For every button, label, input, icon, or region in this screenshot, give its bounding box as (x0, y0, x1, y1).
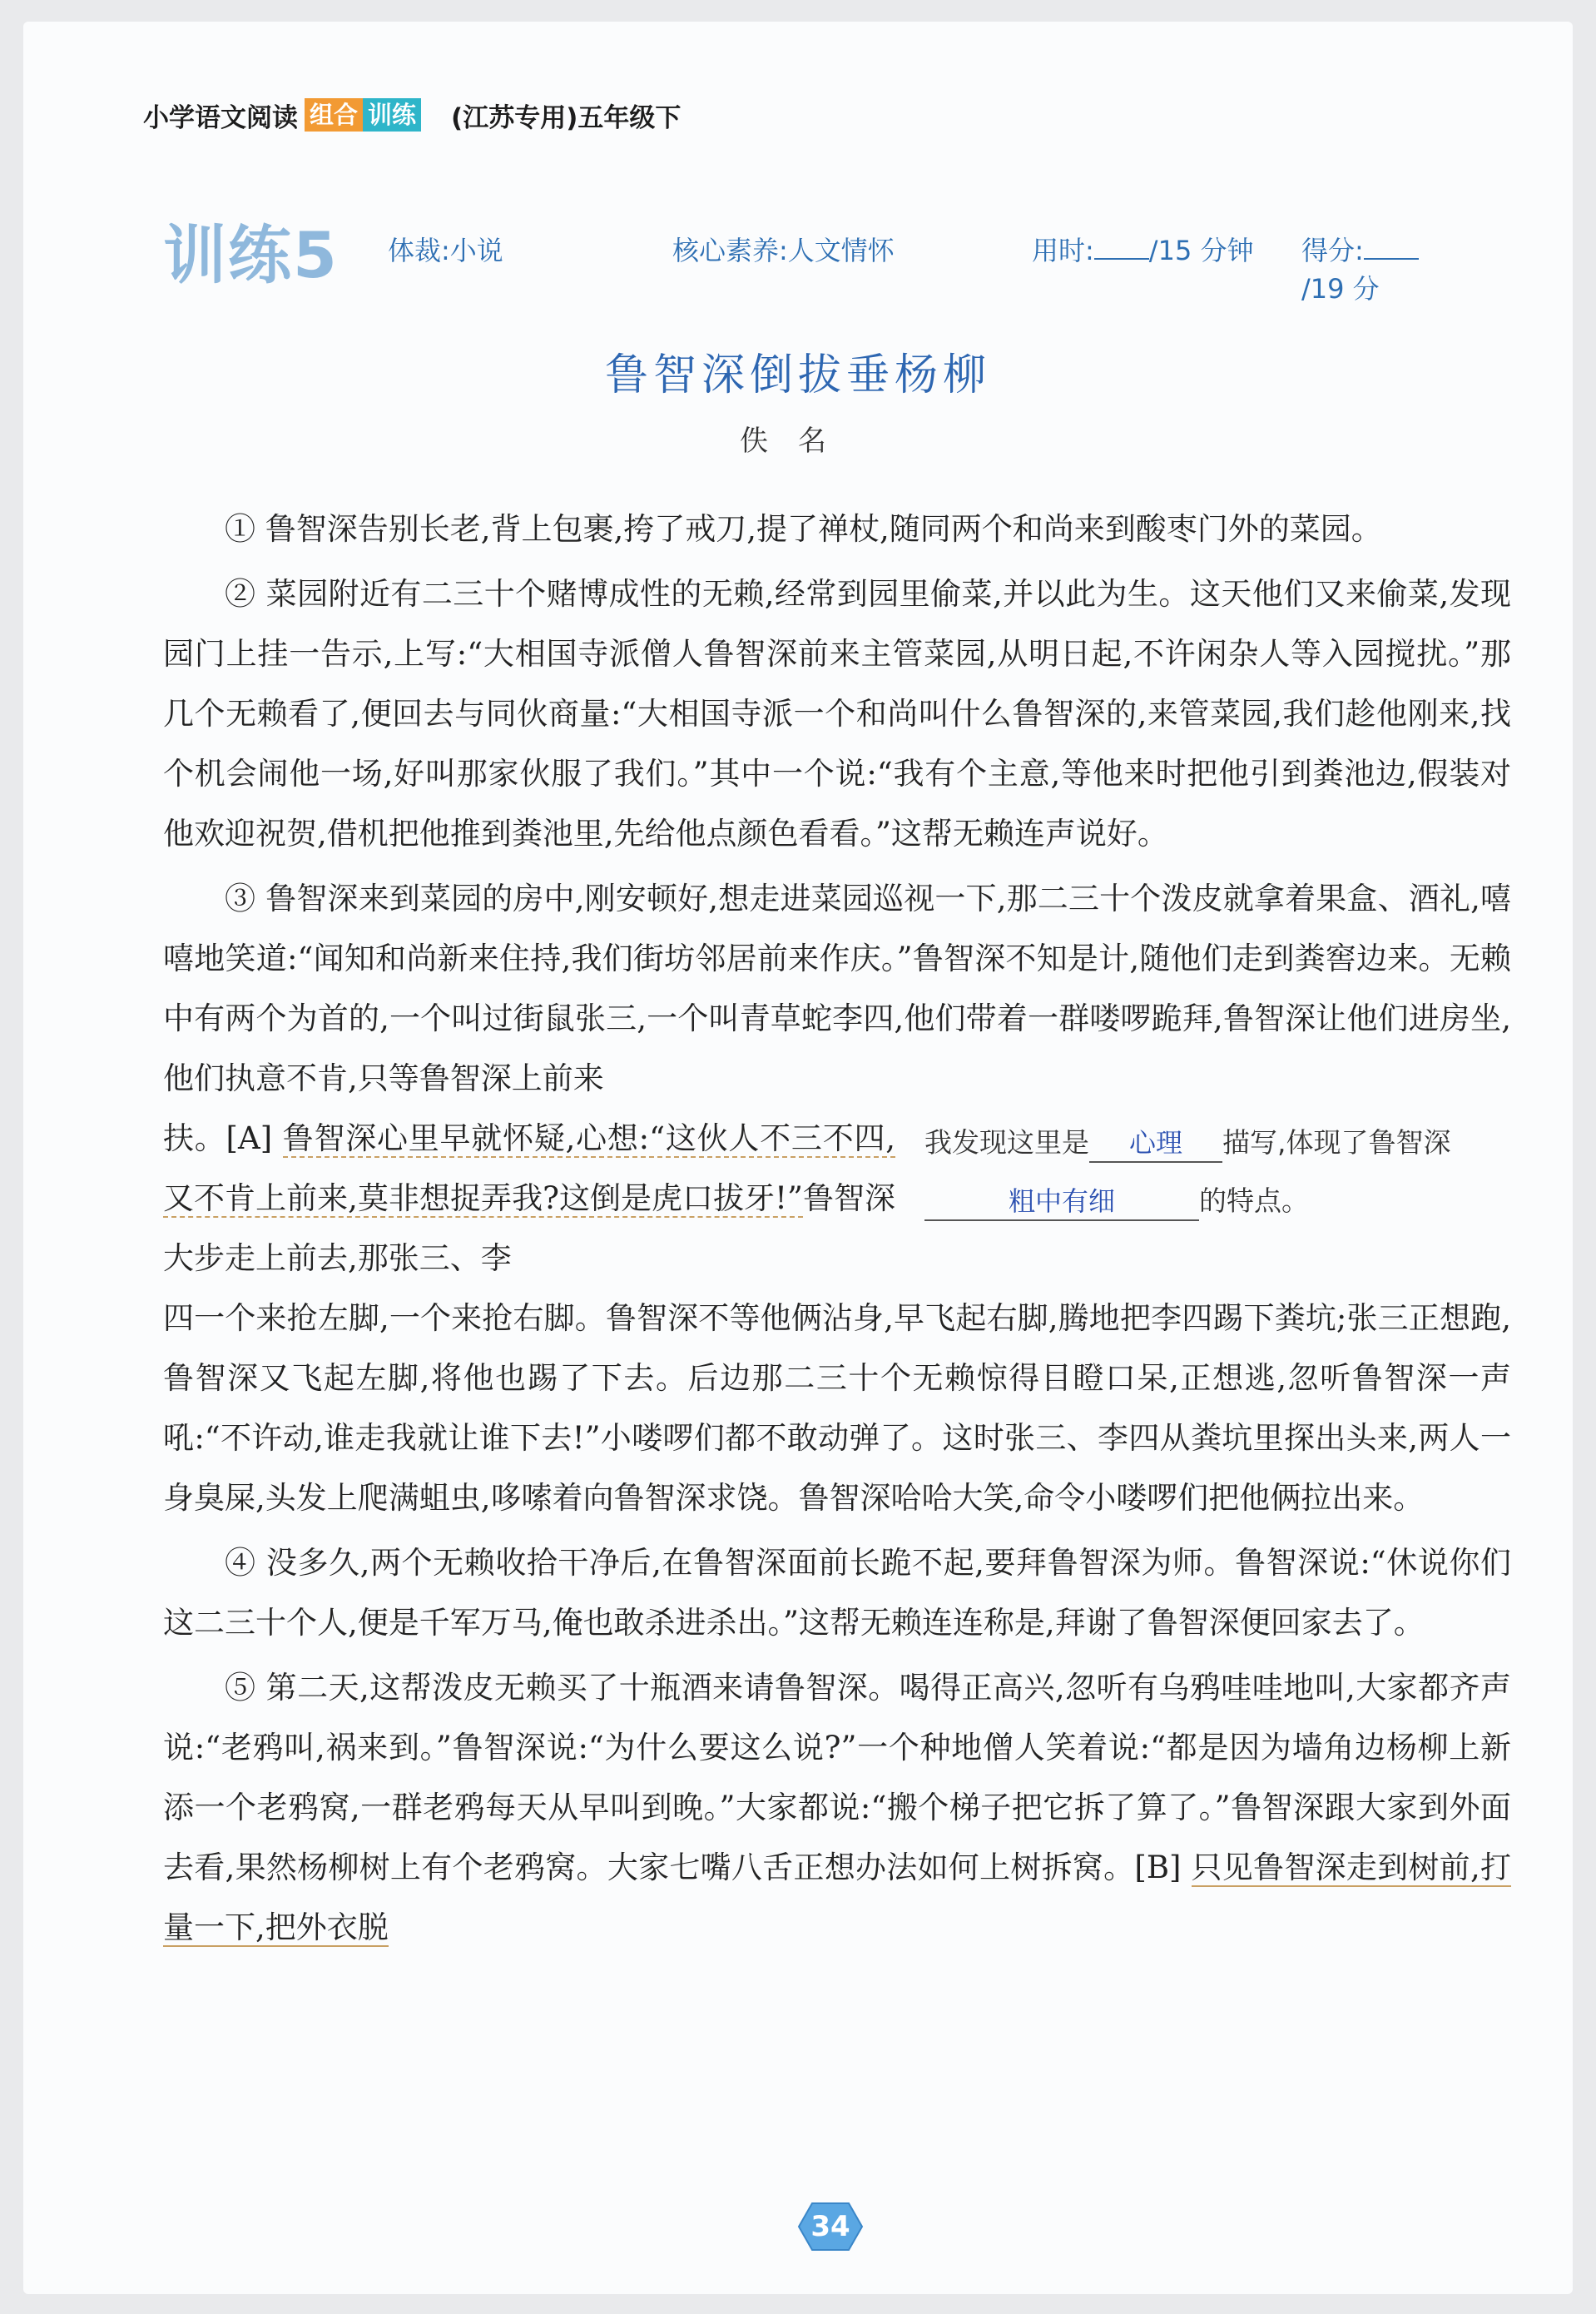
time-label: 用时: (1032, 235, 1094, 266)
paragraph-1: ① 鲁智深告别长老,背上包裹,挎了戒刀,提了禅杖,随同两个和尚来到酸枣门外的菜园。 (225, 511, 1382, 547)
paragraph-3-continuation: 鲁智深大步走上前去,那张三、李 (163, 1180, 895, 1276)
paragraph-3-left (163, 1109, 895, 1289)
core-literacy-label: 核心素养:人文情怀 (672, 235, 895, 266)
page-number: 34 (810, 2210, 850, 2243)
series-title: 小学语文阅读 (143, 102, 298, 133)
training-number: 训练5 (163, 218, 339, 292)
page-number-badge (797, 2201, 864, 2252)
underlined-sentence-a: 鲁智深心里早就怀疑,心想:“这伙人不三不四,又不肯上前来,莫非想捉弄我?这倒是虎口拔牙!” (163, 1120, 895, 1216)
edition-label: (江苏专用)五年级下 (451, 102, 682, 133)
score-field (1301, 230, 1461, 306)
training-info-bar (163, 198, 1461, 305)
note-middle: 描写,体现了鲁智深 (1222, 1126, 1451, 1159)
paragraph-3-annotated (163, 1109, 1511, 1289)
tag-combo: 组合 (305, 98, 363, 132)
article-title: 鲁智深倒拔垂杨柳 (604, 350, 991, 400)
score-label: 得分: (1301, 235, 1364, 266)
tag-training: 训练 (363, 98, 421, 132)
paragraph-3-rest: 四一个来抢左脚,一个来抢右脚。鲁智深不等他俩沾身,早飞起右脚,腾地把李四踢下粪坑;张三正想跑,鲁智深又飞起左脚,将他也踢了下去。后边那二三十个无赖惊得目瞪口呆,正想逃,忽听鲁智深一声吼:“不许动,谁走我就让谁下去!”小喽啰们都不敢动弹了。这时张三、李四从粪坑里探出头来,两人一身臭屎,头发上爬满蛆虫,哆嗦着向鲁智深求饶。鲁智深哈哈大笑,命令小喽啰们把他俩拉出来。 (163, 1300, 1511, 1516)
paragraph-5-text: ⑤ 第二天,这帮泼皮无赖买了十瓶酒来请鲁智深。喝得正高兴,忽听有乌鸦哇哇地叫,大家都齐声说:“老鸦叫,祸来到。”鲁智深说:“为什么要这么说?”一个种地僧人笑着说:“都是因为墙角边杨柳上新添一个老鸦窝,一群老鸦每天从早叫到晚。”大家都说:“搬个梯子把它拆了算了。”鲁智深跟大家到外面去看,果然杨柳树上有个老鸦窝。大家七嘴八舌正想办法如何上树拆窝。[B] (163, 1670, 1511, 1885)
time-total: /15 分钟 (1148, 235, 1254, 266)
article-body (163, 499, 1511, 1958)
note-suffix: 的特点。 (1199, 1184, 1309, 1217)
score-total: /19 分 (1301, 273, 1380, 305)
answer-blank-1[interactable]: 心理 (1089, 1125, 1222, 1163)
article-author: 佚名 (740, 425, 856, 458)
answer-blank-2[interactable]: 粗中有细 (924, 1183, 1199, 1221)
underlined-sentence-b: 只见鲁智深走到树前,打量一下,把外衣脱 (163, 1850, 1511, 1945)
paragraph-2: ② 菜园附近有二三十个赌博成性的无赖,经常到园里偷菜,并以此为生。这天他们又来偷菜,发现园门上挂一告示,上写:“大相国寺派僧人鲁智深前来主管菜园,从明日起,不许闲杂人等入园搅扰。”那几个无赖看了,便回去与同伙商量:“大相国寺派一个和尚叫什么鲁智深的,来管菜园,我们趁他刚来,找个机会闹他一场,好叫那家伙服了我们。”其中一个说:“我有个主意,等他来时把他引到粪池边,假装对他欢迎祝贺,借机把他推到粪池里,先给他点颜色看看。”这帮无赖连声说好。 (163, 576, 1511, 852)
time-field (1032, 230, 1253, 268)
score-blank[interactable] (1364, 236, 1419, 260)
paragraph-4: ④ 没多久,两个无赖收拾干净后,在鲁智深面前长跪不起,要拜鲁智深为师。鲁智深说:“休说你们这二三十个人,便是千军万马,俺也敢杀进杀出。”这帮无赖连连称是,拜谢了鲁智深便回家去了。 (163, 1545, 1511, 1641)
paragraph-5 (163, 1658, 1511, 1958)
genre-label: 体裁:小说 (388, 235, 503, 266)
paragraph-3-top: ③ 鲁智深来到菜园的房中,刚安顿好,想走进菜园巡视一下,那二三十个泼皮就拿着果盒、酒礼,嘻嘻地笑道:“闻知和尚新来住持,我们街坊邻居前来作庆。”鲁智深不知是计,随他们走到粪窖边来。无赖中有两个为首的,一个叫过街鼠张三,一个叫青草蛇李四,他们带着一群喽啰跪拜,鲁智深让他们进房坐,他们执意不肯,只等鲁智深上前来 (163, 881, 1511, 1096)
book-header (143, 98, 681, 132)
marker-a-text: 扶。[A] (163, 1120, 283, 1156)
time-blank[interactable] (1094, 236, 1149, 260)
side-annotation (924, 1114, 1524, 1230)
note-prefix: 我发现这里是 (924, 1126, 1089, 1159)
